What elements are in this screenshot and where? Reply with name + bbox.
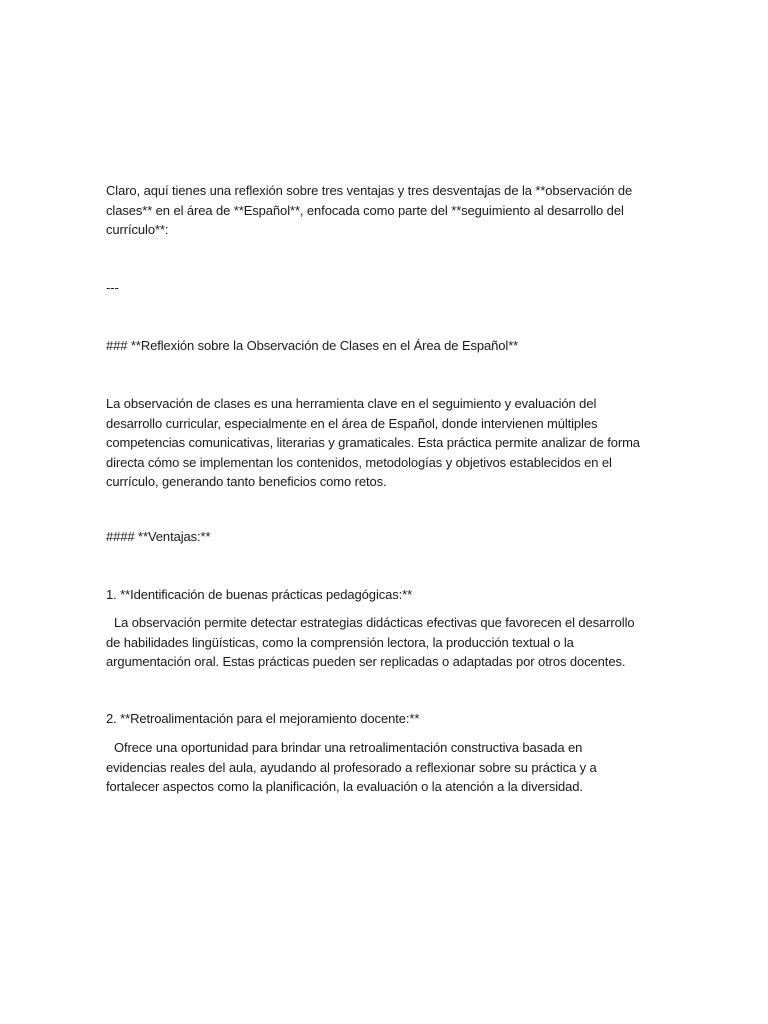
intro-paragraph: Claro, aquí tienes una reflexión sobre tres ventajas y tres desventajas de la **observación de clases** en el área de **Español**, enfocada como parte del **seguimiento al desarrollo del currículo**: (106, 183, 633, 237)
intro-body-paragraph: La observación de clases es una herramienta clave en el seguimiento y evaluación del desarrollo curricular, especialmente en el área de Español, donde intervienen múltiples competencias comunicativas, literarias y gramaticales. Esta práctica permite analizar de forma directa cómo se implementan los contenidos, metodologías y objetivos establecidos en el currículo, generando tanto beneficios como retos. (106, 396, 640, 489)
separator: --- (106, 280, 119, 295)
item-2-body: Ofrece una oportunidad para brindar una retroalimentación constructiva basada en evidencias reales del aula, ayudando al profesorado a reflexionar sobre su práctica y a fortalecer aspectos como la planificación, la evaluación o la atención a la diversidad. (106, 740, 597, 794)
ventajas-heading: #### **Ventajas:** (106, 529, 211, 544)
item-1-title: 1. **Identificación de buenas prácticas pedagógicas:** (106, 587, 413, 602)
main-heading: ### **Reflexión sobre la Observación de Clases en el Área de Español** (106, 338, 519, 353)
item-2-title: 2. **Retroalimentación para el mejoramiento docente:** (106, 711, 420, 726)
item-1-body: La observación permite detectar estrategias didácticas efectivas que favorecen el desarrollo de habilidades lingüísticas, como la comprensión lectora, la producción textual o la argumentación oral. Estas prácticas pueden ser replicadas o adaptadas por otros docentes. (106, 615, 635, 669)
